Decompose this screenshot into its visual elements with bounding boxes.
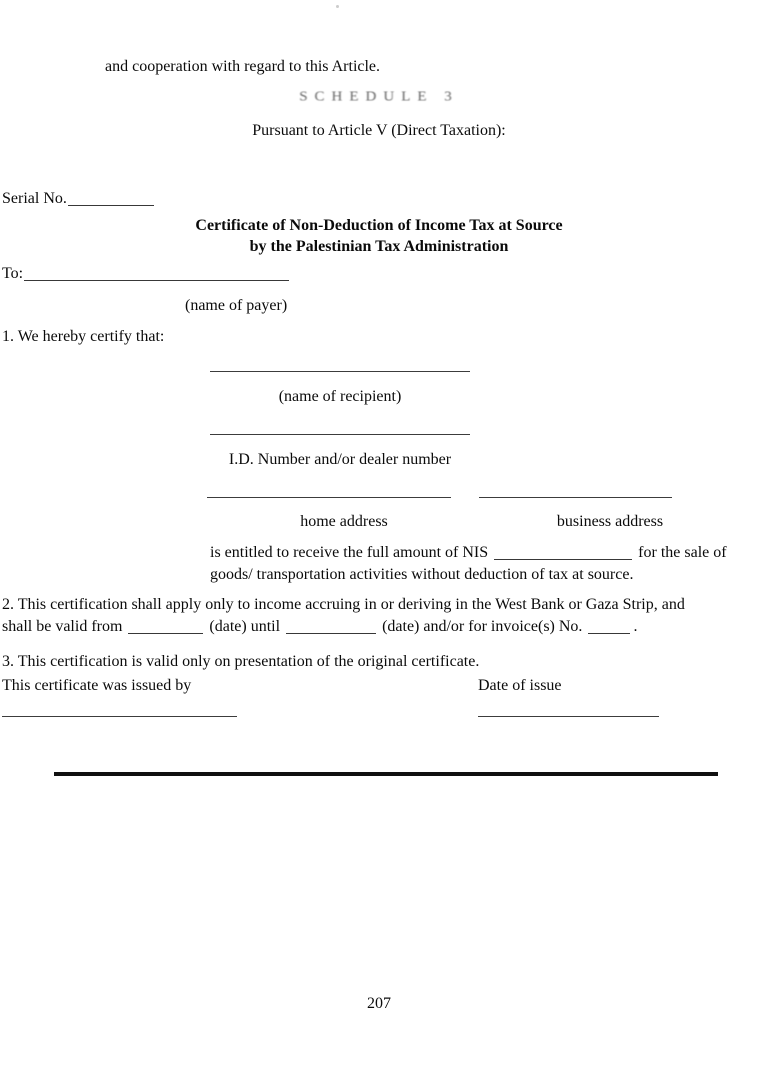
home-address-caption: home address	[300, 513, 388, 530]
invoice-number-blank[interactable]	[588, 620, 630, 634]
payer-caption: (name of payer)	[185, 297, 288, 314]
payer-name-blank[interactable]	[24, 267, 289, 281]
clause2-until-text: (date) until	[209, 618, 281, 635]
clause2-line2	[2, 617, 637, 636]
valid-until-date-blank[interactable]	[286, 620, 376, 634]
valid-from-date-blank[interactable]	[128, 620, 203, 634]
entitled-text-before: is entitled to receive the full amount of NIS	[210, 544, 489, 561]
certificate-title-line2: by the Palestinian Tax Administration	[249, 238, 509, 255]
home-address-blank[interactable]	[207, 497, 451, 498]
issue-date-blank[interactable]	[478, 716, 659, 717]
clause2-period: .	[633, 618, 638, 635]
serial-row	[2, 189, 154, 208]
clause1-heading: 1. We hereby certify that:	[2, 328, 165, 345]
pursuant-line: Pursuant to Article V (Direct Taxation):	[252, 122, 506, 139]
id-caption: I.D. Number and/or dealer number	[228, 451, 452, 468]
serial-label: Serial No.	[2, 190, 67, 207]
schedule-heading: SCHEDULE 3	[299, 89, 459, 105]
date-of-issue-label: Date of issue	[478, 677, 562, 694]
recipient-caption: (name of recipient)	[278, 388, 402, 405]
page-number: 207	[367, 995, 391, 1012]
entitled-line2: goods/ transportation activities without deduction of tax at source.	[210, 566, 634, 583]
entitled-text-after: for the sale of	[638, 544, 727, 561]
entitled-line1	[210, 543, 727, 562]
serial-number-blank[interactable]	[68, 192, 154, 206]
clause2-line1: 2. This certification shall apply only to income accruing in or deriving in the West Bank or Gaza Strip, and	[2, 596, 685, 613]
to-row	[2, 264, 289, 283]
section-divider-rule	[54, 772, 718, 776]
nis-amount-blank[interactable]	[494, 546, 632, 560]
id-number-blank[interactable]	[210, 434, 470, 435]
business-address-caption: business address	[556, 513, 664, 530]
certificate-title-line1: Certificate of Non-Deduction of Income Tax at Source	[195, 217, 563, 234]
issued-by-label: This certificate was issued by	[2, 677, 192, 694]
clause2-valid-from-text: shall be valid from	[2, 618, 123, 635]
to-label: To:	[2, 265, 24, 282]
scan-artifact	[336, 5, 339, 8]
clause2-invoice-text: (date) and/or for invoice(s) No.	[382, 618, 583, 635]
issuer-signature-blank[interactable]	[2, 716, 237, 717]
intro-text: and cooperation with regard to this Article.	[105, 58, 381, 75]
recipient-name-blank[interactable]	[210, 371, 470, 372]
business-address-blank[interactable]	[479, 497, 672, 498]
clause3-text: 3. This certification is valid only on presentation of the original certificate.	[2, 653, 480, 670]
